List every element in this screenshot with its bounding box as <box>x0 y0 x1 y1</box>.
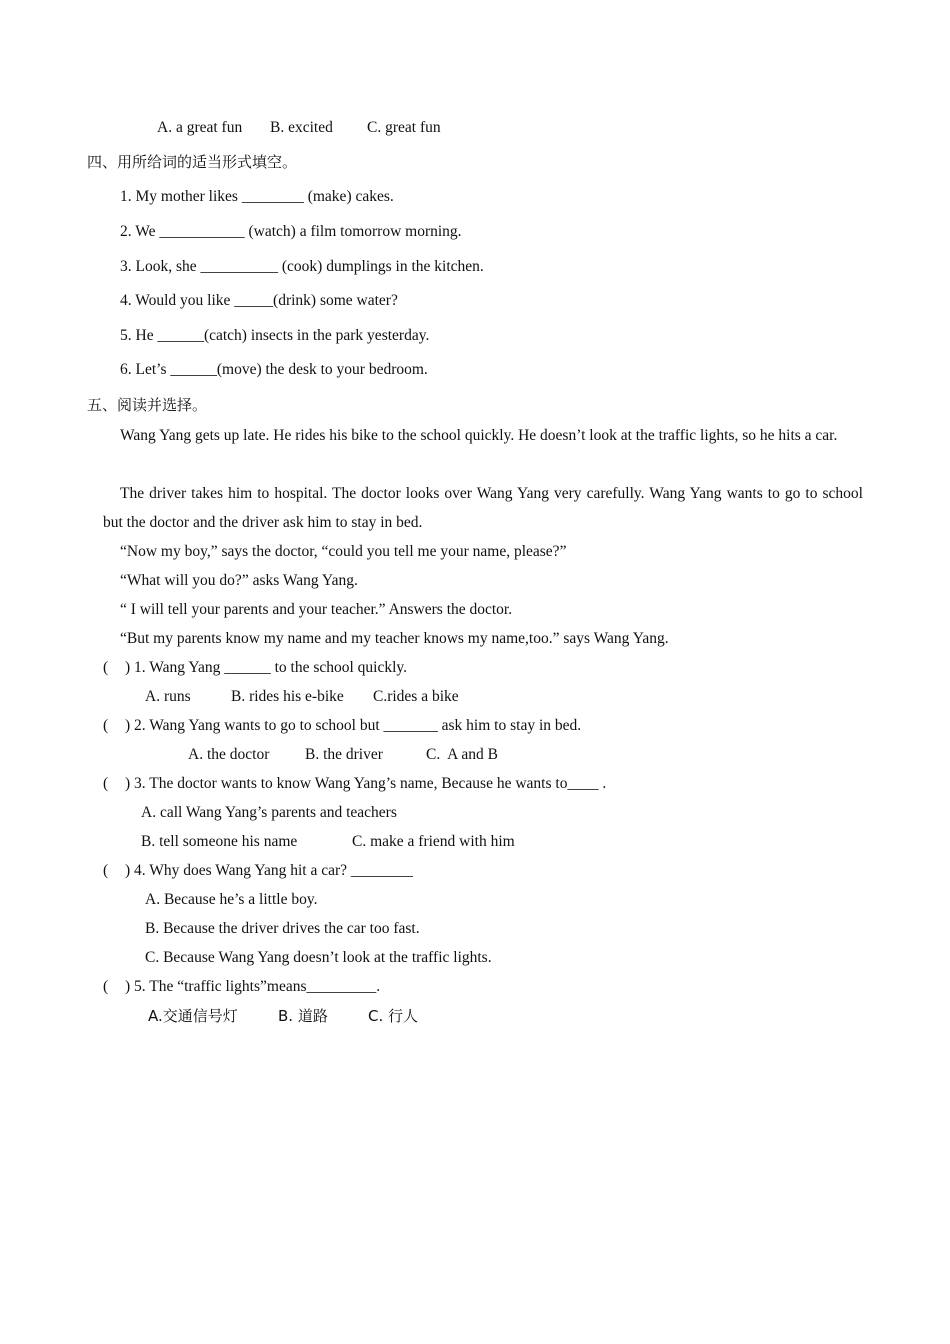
section4-title: 四、用所给词的适当形式填空。 <box>87 153 298 171</box>
section4-item-4: 4. Would you like _____(drink) some water? <box>120 292 398 309</box>
q3-option-a: A. call Wang Yang’s parents and teachers <box>141 804 397 821</box>
q3-option-b: B. tell someone his name <box>141 833 298 850</box>
section4-item-5: 5. He ______(catch) insects in the park yesterday. <box>120 327 430 344</box>
answer-paren: ( <box>103 659 109 676</box>
top-option-b: B. excited <box>270 119 333 136</box>
answer-paren: ( <box>103 978 109 995</box>
passage-paragraph-1: Wang Yang gets up late. He rides his bike to the school quickly. He doesn’t look at the traffic lights, so he hits a car. <box>120 427 838 444</box>
section4-item-3: 3. Look, she __________ (cook) dumplings in the kitchen. <box>120 258 484 275</box>
passage-paragraph-5: “ I will tell your parents and your teacher.” Answers the doctor. <box>120 601 513 618</box>
q1-option-a: A. runs <box>145 688 191 705</box>
section5-title: 五、阅读并选择。 <box>87 396 208 414</box>
question-4 <box>103 861 413 881</box>
q1-option-b: B. rides his e-bike <box>231 688 344 705</box>
q5-option-b: B. 道路 <box>278 1007 328 1025</box>
section4-item-2: 2. We ___________ (watch) a film tomorrow morning. <box>120 223 462 240</box>
q1-option-c: C.rides a bike <box>373 688 459 705</box>
question-1-stem: ) 1. Wang Yang ______ to the school quickly. <box>125 659 408 676</box>
q4-option-c: C. Because Wang Yang doesn’t look at the traffic lights. <box>145 949 492 966</box>
question-2 <box>103 716 581 736</box>
q2-option-c: C. A and B <box>426 746 498 763</box>
answer-paren: ( <box>103 862 109 879</box>
top-option-c: C. great fun <box>367 119 441 136</box>
q3-option-c: C. make a friend with him <box>352 833 515 850</box>
q4-option-a: A. Because he’s a little boy. <box>145 891 318 908</box>
question-1 <box>103 658 407 678</box>
q4-option-b: B. Because the driver drives the car too fast. <box>145 920 420 937</box>
q2-option-b: B. the driver <box>305 746 383 763</box>
question-2-stem: ) 2. Wang Yang wants to go to school but _______ ask him to stay in bed. <box>125 717 582 734</box>
question-3 <box>103 774 606 794</box>
passage-paragraph-6: “But my parents know my name and my teacher knows my name,too.” says Wang Yang. <box>120 630 669 647</box>
question-5 <box>103 977 380 997</box>
question-3-stem: ) 3. The doctor wants to know Wang Yang’s name, Because he wants to____ . <box>125 775 607 792</box>
answer-paren: ( <box>103 717 109 734</box>
answer-paren: ( <box>103 775 109 792</box>
question-5-stem: ) 5. The “traffic lights”means_________. <box>125 978 381 995</box>
passage-paragraph-4: “What will you do?” asks Wang Yang. <box>120 572 358 589</box>
question-4-stem: ) 4. Why does Wang Yang hit a car? ________ <box>125 862 413 879</box>
passage-paragraph-3: “Now my boy,” says the doctor, “could you tell me your name, please?” <box>120 543 567 560</box>
section4-item-6: 6. Let’s ______(move) the desk to your bedroom. <box>120 361 428 378</box>
passage-paragraph-2: The driver takes him to hospital. The doctor looks over Wang Yang very carefully. Wang Yang wants to go to school but the doctor and the driver ask him to stay in bed. <box>103 485 863 531</box>
section4-item-1: 1. My mother likes ________ (make) cakes. <box>120 188 394 205</box>
q2-option-a: A. the doctor <box>188 746 270 763</box>
top-option-a: A. a great fun <box>157 119 243 136</box>
q5-option-a: A.交通信号灯 <box>148 1007 238 1025</box>
q5-option-c: C. 行人 <box>368 1007 419 1025</box>
